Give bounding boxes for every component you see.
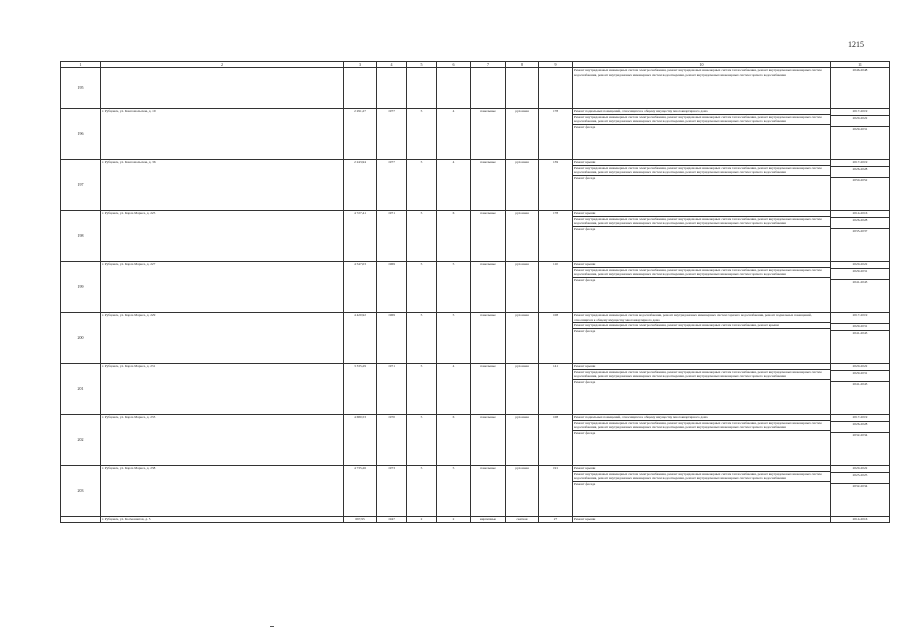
cell-area: 4 727,41 bbox=[344, 211, 377, 262]
cell-area bbox=[344, 68, 377, 109]
work-description: Ремонт внутридомовых инженерных систем электроснабжения, ремонт внутридомовых инженерных систем теплоснабжения, ремонт внутридомовых инженерных систем водоснабжения, ремонт внутридомовых инженерных систем водоотведения, ремонт внутридомовых инженерных систем горячего водоснабжения bbox=[573, 166, 830, 176]
work-period: 2014-2016 bbox=[831, 211, 889, 218]
cell-floors: 5 bbox=[407, 364, 437, 415]
cell-roof: рулонная bbox=[506, 415, 539, 466]
scan-mark bbox=[270, 626, 274, 627]
cell-walls: панельные bbox=[471, 364, 506, 415]
work-period: 2017-2019 bbox=[831, 415, 889, 422]
page-number: 1215 bbox=[848, 40, 864, 49]
table-row bbox=[61, 109, 890, 160]
cell-address: г. Рубцовск, ул. Комсомольская, д. 19 bbox=[101, 109, 344, 160]
row-number: 202 bbox=[61, 415, 101, 466]
cell-entrances: 4 bbox=[437, 160, 471, 211]
column-header: 4 bbox=[377, 62, 407, 68]
cell-year: 1971 bbox=[377, 211, 407, 262]
cell-years bbox=[831, 313, 890, 364]
cell-address: г. Рубцовск, ул. Карла Маркса, д. 229 bbox=[101, 313, 344, 364]
work-period: 2046-2048 bbox=[852, 68, 868, 72]
cell-apts bbox=[539, 68, 573, 109]
cell-roof: рулонная bbox=[506, 211, 539, 262]
cell-entrances: 2 bbox=[437, 517, 471, 523]
cell-roof: рулонная bbox=[506, 109, 539, 160]
work-period: 2026-2028 bbox=[831, 218, 889, 229]
capital-repair-table bbox=[60, 61, 890, 523]
cell-apts: 108 bbox=[539, 415, 573, 466]
cell-years bbox=[831, 466, 890, 517]
row-number: 196 bbox=[61, 109, 101, 160]
work-period: 2029-2031 bbox=[852, 127, 868, 131]
cell-floors: 5 bbox=[407, 313, 437, 364]
work-description: Ремонт крыши bbox=[573, 364, 830, 370]
work-period: 2020-2022 bbox=[831, 262, 889, 269]
cell-entrances: 5 bbox=[437, 262, 471, 313]
cell-floors: 5 bbox=[407, 211, 437, 262]
cell-walls: панельные bbox=[471, 415, 506, 466]
work-description: Ремонт крыши bbox=[573, 211, 830, 217]
table-row bbox=[61, 160, 890, 211]
cell-years bbox=[831, 109, 890, 160]
cell-entrances bbox=[437, 68, 471, 109]
column-header: 8 bbox=[506, 62, 539, 68]
cell-years bbox=[831, 517, 890, 523]
cell-year: 1973 bbox=[377, 466, 407, 517]
cell-years bbox=[831, 262, 890, 313]
cell-entrances: 5 bbox=[437, 313, 471, 364]
cell-entrances: 5 bbox=[437, 466, 471, 517]
work-description: Ремонт крыши bbox=[573, 160, 830, 166]
work-description: Ремонт внутридомовых инженерных систем электроснабжения, ремонт внутридомовых инженерных систем теплоснабжения, ремонт внутридомовых инженерных систем водоснабжения, ремонт внутридомовых инженерных систем водоотведения, ремонт внутридомовых инженерных систем горячего водоснабжения bbox=[573, 217, 830, 227]
cell-works bbox=[573, 466, 831, 517]
cell-floors: 5 bbox=[407, 466, 437, 517]
work-period: 2032-2034 bbox=[852, 433, 868, 437]
cell-walls: кирпичные bbox=[471, 517, 506, 523]
work-description: Ремонт фасада bbox=[574, 328, 596, 333]
cell-roof: рулонная bbox=[506, 313, 539, 364]
cell-area: 4 547,03 bbox=[344, 262, 377, 313]
cell-walls: панельные bbox=[471, 313, 506, 364]
table-row bbox=[61, 466, 890, 517]
cell-area: 4 735,26 bbox=[344, 466, 377, 517]
cell-year: 1971 bbox=[377, 364, 407, 415]
cell-works bbox=[573, 364, 831, 415]
cell-walls: панельные bbox=[471, 466, 506, 517]
cell-walls: панельные bbox=[471, 160, 506, 211]
cell-floors: 5 bbox=[407, 262, 437, 313]
cell-year: 1969 bbox=[377, 262, 407, 313]
cell-year bbox=[377, 68, 407, 109]
cell-floors: 5 bbox=[407, 109, 437, 160]
cell-works bbox=[573, 415, 831, 466]
table-row bbox=[61, 364, 890, 415]
cell-roof: рулонная bbox=[506, 466, 539, 517]
cell-area: 697,95 bbox=[344, 517, 377, 523]
column-header: 6 bbox=[437, 62, 471, 68]
cell-works bbox=[573, 68, 831, 109]
work-description: Ремонт фасада bbox=[574, 277, 596, 282]
cell-entrances: 6 bbox=[437, 415, 471, 466]
cell-floors: 5 bbox=[407, 415, 437, 466]
cell-address bbox=[101, 68, 344, 109]
work-description: Ремонт внутридомовых инженерных систем электроснабжения, ремонт внутридомовых инженерных систем теплоснабжения, ремонт внутридомовых инженерных систем водоснабжения, ремонт внутридомовых инженерных систем водоотведения, ремонт внутридомовых инженерных систем горячего водоснабжения bbox=[573, 472, 830, 482]
work-description: Ремонт подвальных помещений, относящихся к общему имуществу многоквартирного дома bbox=[573, 109, 830, 115]
work-period: 2041-2043 bbox=[852, 280, 868, 284]
work-period: 2020-2022 bbox=[831, 364, 889, 371]
cell-walls: панельные bbox=[471, 211, 506, 262]
cell-year: 1977 bbox=[377, 160, 407, 211]
row-number bbox=[61, 517, 101, 523]
work-period: 2029-2031 bbox=[831, 371, 889, 382]
work-description: Ремонт внутридомовых инженерных систем электроснабжения, ремонт внутридомовых инженерных систем теплоснабжения, ремонт внутридомовых инженерных систем водоснабжения, ремонт внутридомовых инженерных систем водоотведения, ремонт внутридомовых инженерных систем горячего водоснабжения bbox=[573, 421, 830, 431]
column-header: 9 bbox=[539, 62, 573, 68]
cell-area: 4 680,53 bbox=[344, 415, 377, 466]
work-description: Ремонт внутридомовых инженерных систем электроснабжения, ремонт внутридомовых инженерных систем теплоснабжения, ремонт внутридомовых инженерных систем водоснабжения, ремонт внутридомовых инженерных систем водоотведения, ремонт внутридомовых инженерных систем горячего водоснабжения bbox=[574, 68, 822, 77]
cell-roof: рулонная bbox=[506, 364, 539, 415]
cell-area: 3 335,29 bbox=[344, 364, 377, 415]
row-number: 201 bbox=[61, 364, 101, 415]
work-period: 2020-2022 bbox=[831, 116, 889, 127]
cell-walls: панельные bbox=[471, 262, 506, 313]
cell-roof: рулонная bbox=[506, 262, 539, 313]
work-period: 2029-2031 bbox=[831, 324, 889, 331]
cell-floors bbox=[407, 68, 437, 109]
table-row bbox=[61, 211, 890, 262]
cell-address: г. Рубцовск, ул. Карла Маркса, д. 231 bbox=[101, 364, 344, 415]
work-period: 2026-2028 bbox=[831, 422, 889, 433]
work-description: Ремонт фасада bbox=[574, 481, 596, 486]
cell-floors: 2 bbox=[407, 517, 437, 523]
cell-apts: 139 bbox=[539, 160, 573, 211]
row-number: 200 bbox=[61, 313, 101, 364]
table-row bbox=[61, 517, 890, 523]
column-header: 7 bbox=[471, 62, 506, 68]
work-period: 2017-2019 bbox=[831, 313, 889, 324]
work-period: 2026-2028 bbox=[831, 167, 889, 178]
cell-year: 1947 bbox=[377, 517, 407, 523]
table-row bbox=[61, 68, 890, 109]
work-description: Ремонт внутридомовых инженерных систем электроснабжения, ремонт внутридомовых инженерных систем теплоснабжения, ремонт внутридомовых инженерных систем водоснабжения, ремонт внутридомовых инженерных систем водоотведения, ремонт внутридомовых инженерных систем горячего водоснабжения bbox=[573, 115, 830, 125]
column-header: 5 bbox=[407, 62, 437, 68]
cell-address: г. Рубцовск, ул. Карла Маркса, д. 227 bbox=[101, 262, 344, 313]
row-number: 199 bbox=[61, 262, 101, 313]
cell-area: 4 420,92 bbox=[344, 313, 377, 364]
cell-years bbox=[831, 415, 890, 466]
row-number: 198 bbox=[61, 211, 101, 262]
work-description: Ремонт внутридомовых инженерных систем электроснабжения, ремонт внутридомовых инженерных систем теплоснабжения, ремонт крыши bbox=[573, 323, 830, 329]
column-header: 10 bbox=[573, 62, 831, 68]
cell-years bbox=[831, 160, 890, 211]
work-description: Ремонт внутридомовых инженерных систем водоснабжения, ремонт внутридомовых инженерных систем горячего водоснабжения, ремонт подвальных помещений, относящихся к общему имуществу многоквартирного дома bbox=[573, 313, 830, 323]
cell-year: 1970 bbox=[377, 415, 407, 466]
cell-area: 2 243,94 bbox=[344, 160, 377, 211]
work-period: 2041-2043 bbox=[852, 382, 868, 386]
work-period: 2023-2025 bbox=[831, 473, 889, 484]
work-description: Ремонт внутридомовых инженерных систем электроснабжения, ремонт внутридомовых инженерных систем теплоснабжения, ремонт внутридомовых инженерных систем водоснабжения, ремонт внутридомовых инженерных систем водоотведения, ремонт внутридомовых инженерных систем горячего водоснабжения bbox=[573, 268, 830, 278]
cell-year: 1977 bbox=[377, 109, 407, 160]
cell-works bbox=[573, 109, 831, 160]
table-row bbox=[61, 313, 890, 364]
row-number: 203 bbox=[61, 466, 101, 517]
column-header: 3 bbox=[344, 62, 377, 68]
row-number: 197 bbox=[61, 160, 101, 211]
cell-address: г. Рубцовск, ул. Карла Маркса, д. 238 bbox=[101, 466, 344, 517]
cell-apts: 27 bbox=[539, 517, 573, 523]
cell-apts: 141 bbox=[539, 364, 573, 415]
cell-entrances: 4 bbox=[437, 109, 471, 160]
cell-works bbox=[573, 160, 831, 211]
work-description: Ремонт фасада bbox=[574, 175, 596, 180]
work-description: Ремонт крыши bbox=[574, 517, 596, 521]
cell-works bbox=[573, 262, 831, 313]
cell-entrances: 6 bbox=[437, 211, 471, 262]
cell-works bbox=[573, 517, 831, 523]
cell-apts: 110 bbox=[539, 262, 573, 313]
cell-year: 1969 bbox=[377, 313, 407, 364]
work-period: 2035-2037 bbox=[852, 229, 868, 233]
column-header: 11 bbox=[831, 62, 890, 68]
column-header: 1 bbox=[61, 62, 101, 68]
cell-walls: панельные bbox=[471, 109, 506, 160]
cell-address: г. Рубцовск, ул. Комсомольская, д. 36 bbox=[101, 160, 344, 211]
cell-roof: рулонная bbox=[506, 160, 539, 211]
cell-walls bbox=[471, 68, 506, 109]
cell-works bbox=[573, 313, 831, 364]
row-number: 195 bbox=[61, 68, 101, 109]
work-period: 2014-2016 bbox=[852, 517, 868, 521]
cell-apts: 178 bbox=[539, 211, 573, 262]
cell-address: г. Рубцовск, ул. Космонавтов, д. 5 bbox=[101, 517, 344, 523]
work-period: 2020-2022 bbox=[831, 466, 889, 473]
cell-years bbox=[831, 68, 890, 109]
work-description: Ремонт фасада bbox=[574, 379, 596, 384]
work-period: 2029-2031 bbox=[831, 269, 889, 280]
work-description: Ремонт крыши bbox=[573, 466, 830, 472]
cell-years bbox=[831, 211, 890, 262]
cell-entrances: 4 bbox=[437, 364, 471, 415]
cell-apts: 108 bbox=[539, 313, 573, 364]
work-period: 2017-2019 bbox=[831, 160, 889, 167]
table-row bbox=[61, 262, 890, 313]
column-header: 2 bbox=[101, 62, 344, 68]
table-row bbox=[61, 415, 890, 466]
cell-years bbox=[831, 364, 890, 415]
cell-address: г. Рубцовск, ул. Карла Маркса, д. 225 bbox=[101, 211, 344, 262]
cell-floors: 5 bbox=[407, 160, 437, 211]
work-description: Ремонт фасада bbox=[574, 226, 596, 231]
work-period: 2050-2052 bbox=[852, 178, 868, 182]
work-description: Ремонт подвальных помещений, относящихся к общему имуществу многоквартирного дома bbox=[573, 415, 830, 421]
work-description: Ремонт крыши bbox=[573, 262, 830, 268]
cell-works bbox=[573, 211, 831, 262]
work-description: Ремонт фасада bbox=[574, 430, 596, 435]
cell-apts: 191 bbox=[539, 466, 573, 517]
cell-address: г. Рубцовск, ул. Карла Маркса, д. 233 bbox=[101, 415, 344, 466]
work-description: Ремонт внутридомовых инженерных систем электроснабжения, ремонт внутридомовых инженерных систем теплоснабжения, ремонт внутридомовых инженерных систем водоснабжения, ремонт внутридомовых инженерных систем водоотведения, ремонт внутридомовых инженерных систем горячего водоснабжения bbox=[573, 370, 830, 380]
work-description: Ремонт фасада bbox=[574, 124, 596, 129]
work-period: 2032-2034 bbox=[852, 484, 868, 488]
work-period: 2041-2043 bbox=[852, 331, 868, 335]
cell-roof: скатная bbox=[506, 517, 539, 523]
work-period: 2017-2019 bbox=[831, 109, 889, 116]
cell-roof bbox=[506, 68, 539, 109]
cell-area: 2 291,27 bbox=[344, 109, 377, 160]
cell-apts: 178 bbox=[539, 109, 573, 160]
